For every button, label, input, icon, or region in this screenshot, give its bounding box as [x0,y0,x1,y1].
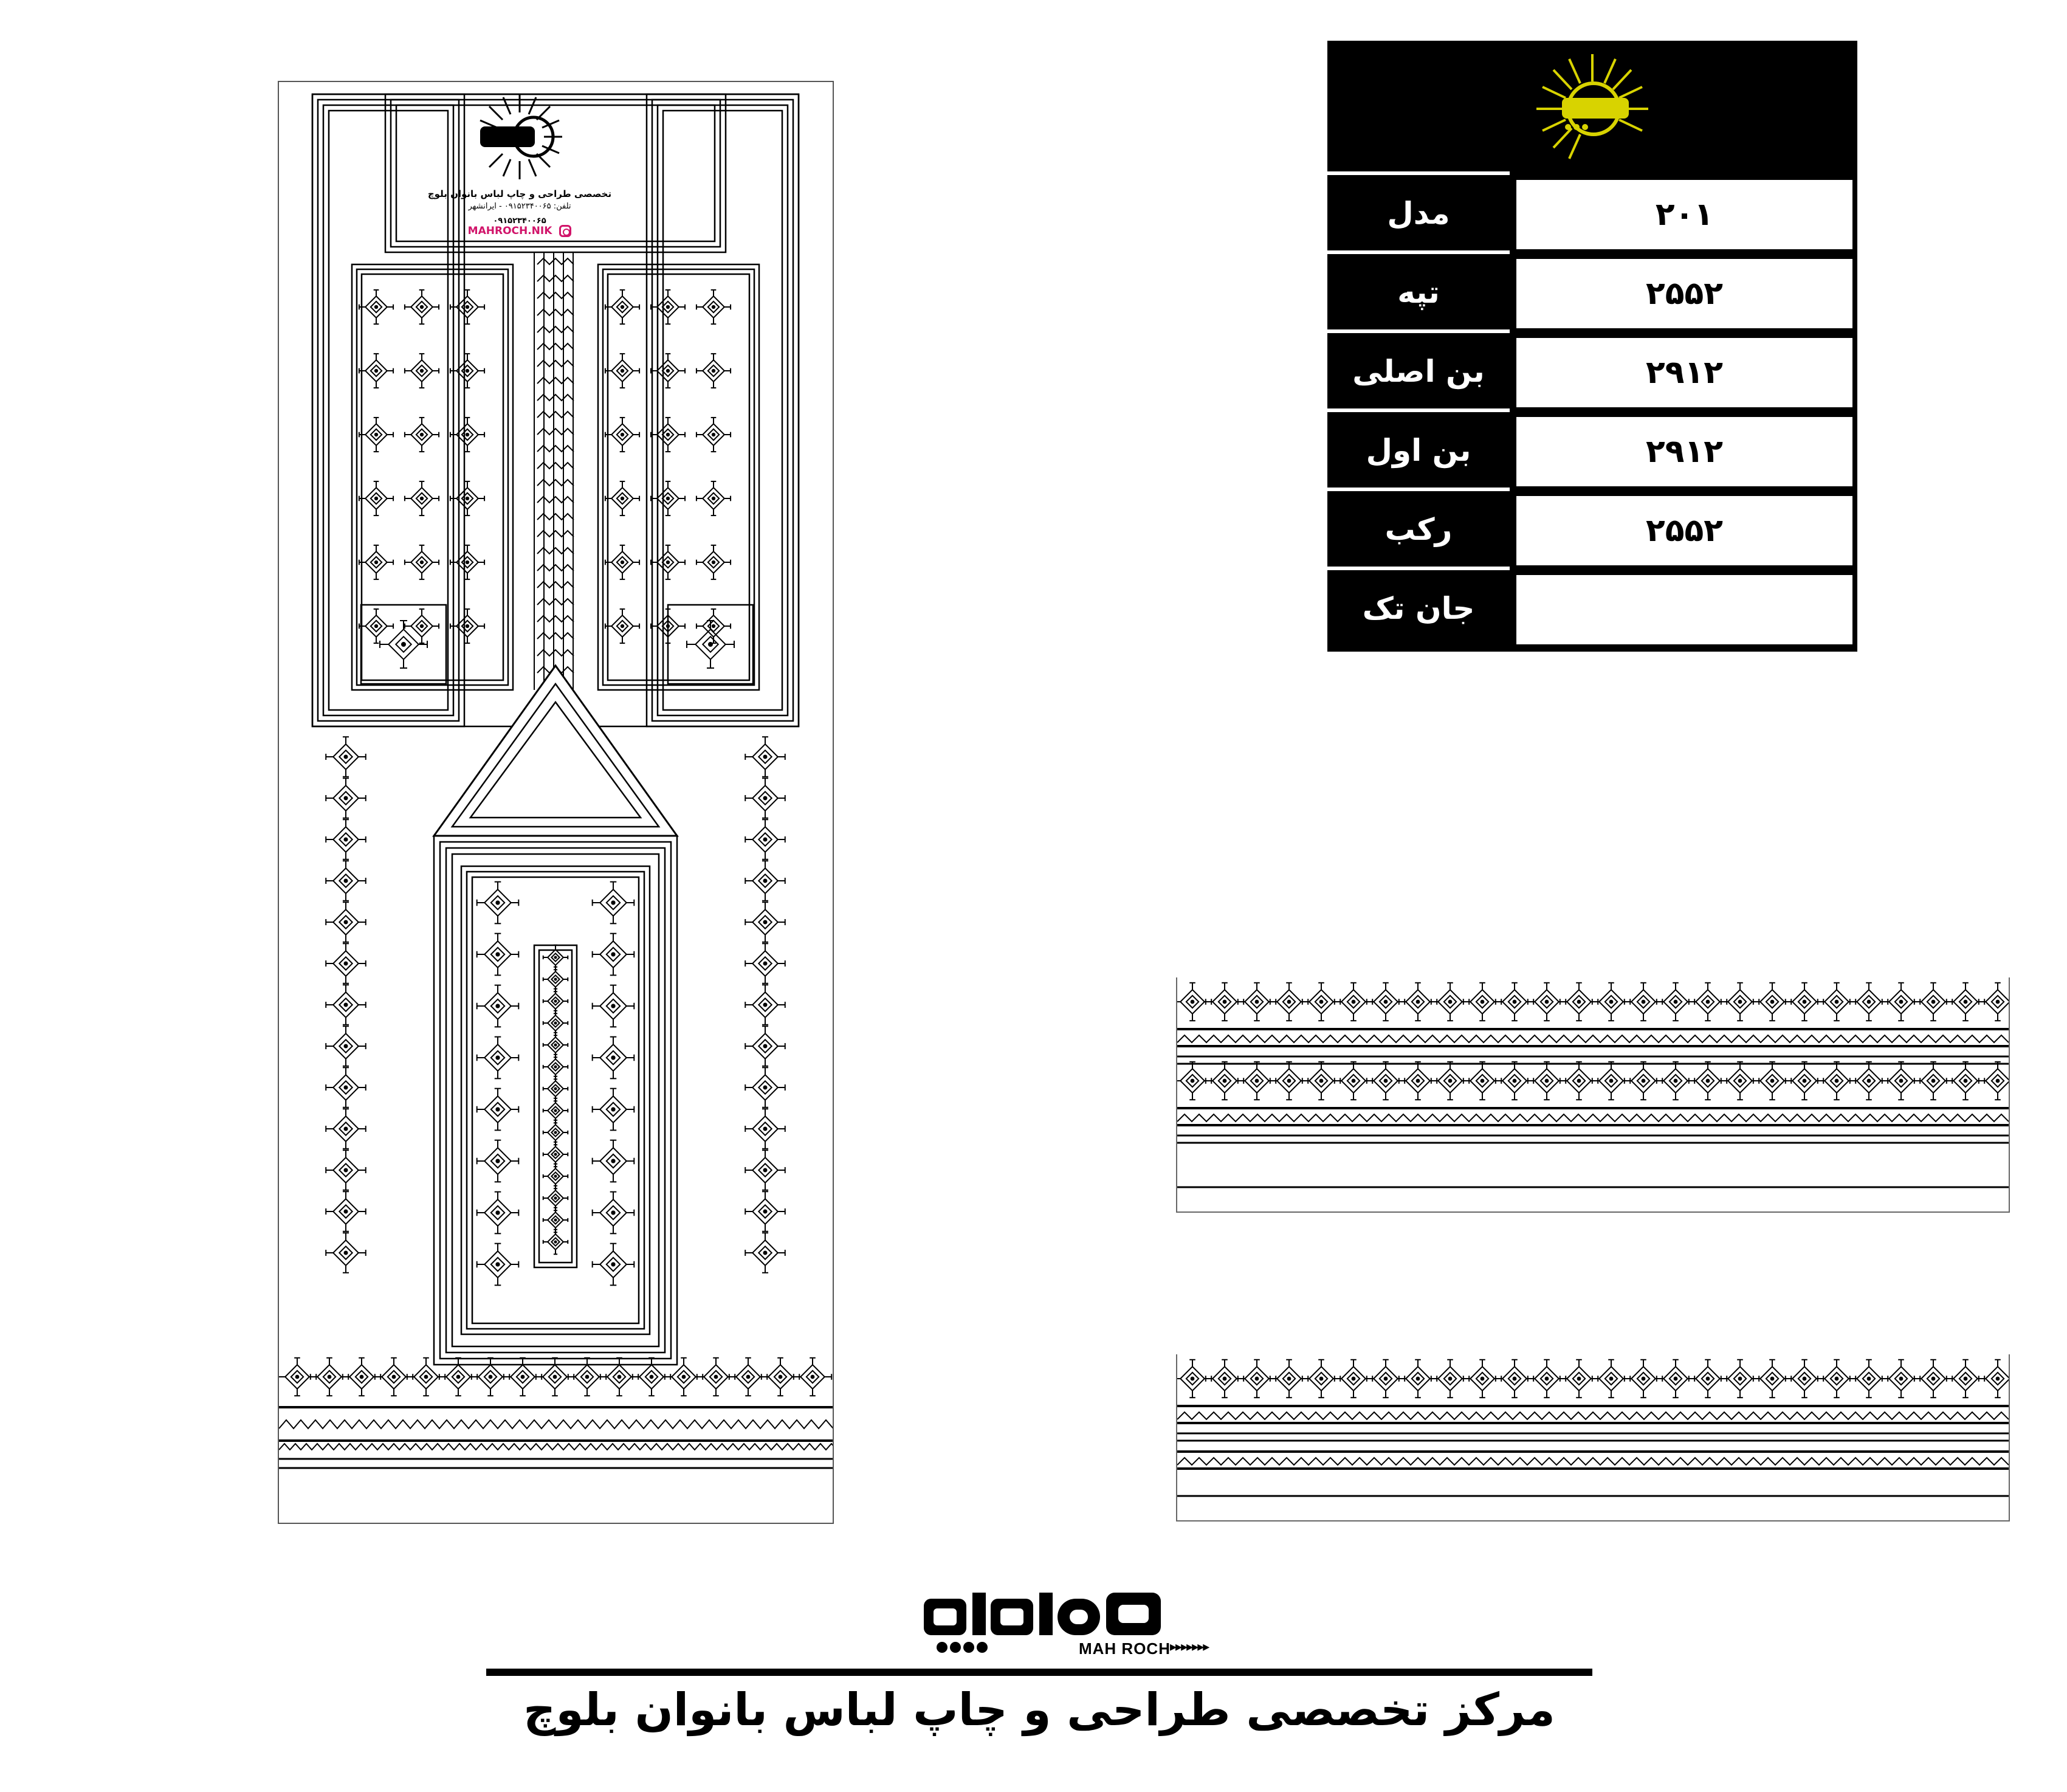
spec-label: بن اصلی [1352,354,1485,389]
spec-divider [1327,408,1510,412]
footer-divider [486,1669,1592,1676]
spec-divider [1327,329,1510,333]
spec-label: بن اول [1366,433,1471,468]
spec-table [1327,41,1857,652]
spec-label: رکب [1384,512,1453,547]
footer-tagline: مرکز تخصصی طراحی و چاپ لباس بانوان بلوچ [523,1684,1555,1736]
spec-row [1327,336,1857,407]
spec-row [1327,494,1857,565]
spec-value: ۲۵۵۲ [1516,259,1852,328]
spec-row [1327,415,1857,486]
spec-row [1327,257,1857,328]
spec-header [1327,41,1857,174]
spec-value: ۲۹۱۲ [1516,417,1852,486]
spec-divider [1327,250,1510,254]
dress-pattern-art [279,82,833,1523]
instagram-handle-text: MAHROCH.NIK [467,225,552,237]
neck-brand-tagline: تخصصی طراحی و چاپ لباس بانوان بلوچ [427,188,612,199]
sun-logo-icon [389,91,650,182]
neck-brand-phone: ۰۹۱۵۲۳۴۰۰۶۵ [493,216,546,226]
sleeve-strip-bottom [1176,1354,2010,1521]
neck-brand-address: تلفن: ۰۹۱۵۲۳۴۰۰۶۵ - ایرانشهر [468,202,571,211]
spec-row [1327,573,1857,644]
spec-divider [1327,171,1510,175]
spec-value: ۲۹۱۲ [1516,338,1852,407]
spec-label: تپه [1397,275,1440,310]
spec-row [1327,177,1857,249]
spec-label: مدل [1387,196,1450,231]
spec-divider [1327,567,1510,570]
brand-arrows: ▸▸▸▸▸▸▸ [1170,1639,1209,1655]
brand-sub-text: MAH ROCH [1079,1639,1171,1658]
sun-logo-icon [1525,48,1659,170]
spec-label: جان تک [1362,591,1475,626]
sleeve-strip-top [1176,977,2010,1213]
sleeve-strip-bottom-art [1177,1354,2009,1520]
instagram-icon [559,225,571,237]
spec-value: ۲۵۵۲ [1516,496,1852,565]
instagram-handle [389,225,650,237]
spec-divider [1327,488,1510,491]
neck-brand-block [389,91,650,243]
spec-value [1516,575,1852,644]
spec-value: ۲۰۱ [1516,180,1852,249]
sleeve-strip-top-art [1177,977,2009,1211]
dress-pattern-panel [278,81,834,1524]
